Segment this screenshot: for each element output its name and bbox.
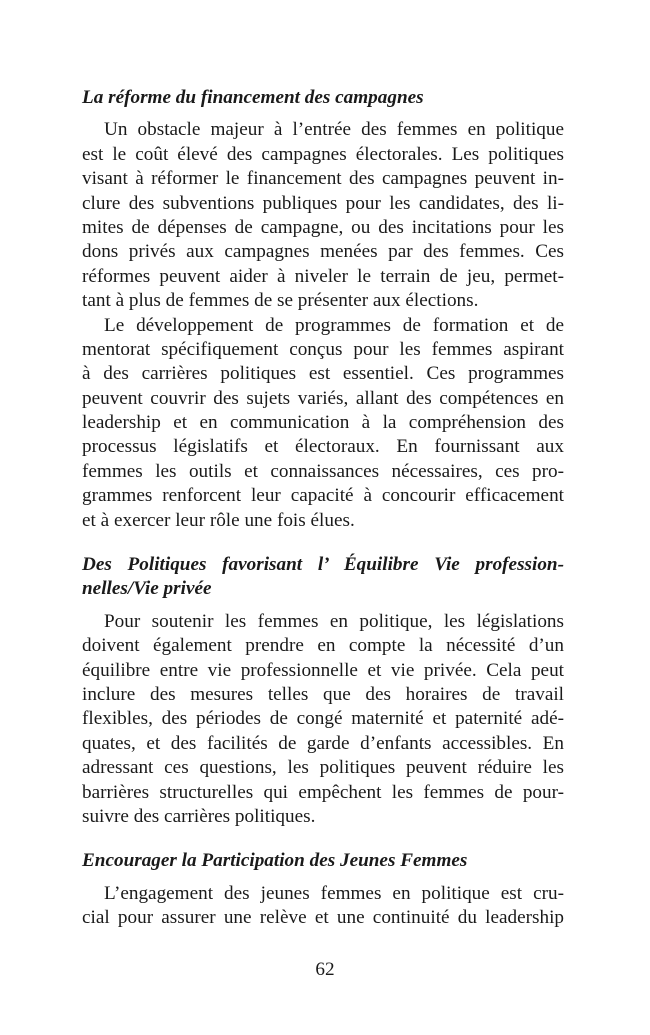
text-line: peuvent couvrir des sujets variés, allant des compétences en xyxy=(82,387,564,409)
text-line: barrières structurelles qui empêchent les femmes de pour- xyxy=(82,781,564,803)
heading-line: Encourager la Participation des Jeunes Femmes xyxy=(82,850,468,872)
text-line: est le coût élevé des campagnes électorales. Les politiques xyxy=(82,143,564,165)
text-line: cial pour assurer une relève et une continuité du leadership xyxy=(82,907,564,929)
paragraph xyxy=(82,118,564,313)
text-line: femmes les outils et connaissances nécessaires, ces pro- xyxy=(82,460,564,482)
text-line: clure des subventions publiques pour les candidates, des li- xyxy=(82,192,564,214)
text-line: tant à plus de femmes de se présenter aux élections. xyxy=(82,290,479,312)
section xyxy=(82,86,564,533)
text-line: L’engagement des jeunes femmes en politique est cru- xyxy=(104,882,564,904)
text-line: flexibles, des périodes de congé maternité et paternité adé- xyxy=(82,708,564,730)
text-line: quates, et des facilités de garde d’enfants accessibles. En xyxy=(82,732,564,754)
text-line: doivent également prendre en compte la nécessité d’un xyxy=(82,635,564,657)
section-heading xyxy=(82,553,564,602)
text-line: mites de dépenses de campagne, ou des incitations pour les xyxy=(82,216,564,238)
text-line: Un obstacle majeur à l’entrée des femmes en politique xyxy=(104,119,564,141)
page-number: 62 xyxy=(315,959,335,980)
text-line: adressant ces questions, les politiques peuvent réduire les xyxy=(82,757,564,779)
heading-line: nelles/Vie privée xyxy=(82,578,212,600)
text-line: et à exercer leur rôle une fois élues. xyxy=(82,509,355,531)
paragraph xyxy=(82,314,564,534)
text-line: Pour soutenir les femmes en politique, les législations xyxy=(104,610,564,632)
section-heading xyxy=(82,849,564,873)
paragraph xyxy=(82,882,564,931)
text-line: visant à réformer le financement des campagnes peuvent in- xyxy=(82,168,564,190)
text-line: mentorat spécifiquement conçus pour les femmes aspirant xyxy=(82,338,564,360)
text-line: Le développement de programmes de formation et de xyxy=(104,314,564,336)
text-line: grammes renforcent leur capacité à concourir efficacement xyxy=(82,485,564,507)
section-heading xyxy=(82,86,564,110)
text-line: leadership et en communication à la compréhension des xyxy=(82,412,564,434)
heading-line: La réforme du financement des campagnes xyxy=(82,87,424,108)
text-line: suivre des carrières politiques. xyxy=(82,805,316,827)
text-line: processus législatifs et électoraux. En fournissant aux xyxy=(82,436,564,458)
section xyxy=(82,849,564,930)
text-line: inclure des mesures telles que des horaires de travail xyxy=(82,683,564,705)
text-line: réformes peuvent aider à niveler le terrain de jeu, permet- xyxy=(82,265,564,287)
text-line: dons privés aux campagnes menées par des femmes. Ces xyxy=(82,241,564,263)
heading-line: Des Politiques favorisant l’ Équilibre Vie profession- xyxy=(82,554,564,576)
text-line: équilibre entre vie professionnelle et vie privée. Cela peut xyxy=(82,659,564,681)
text-line: à des carrières politiques est essentiel. Ces programmes xyxy=(82,363,564,385)
section xyxy=(82,553,564,829)
page-body xyxy=(82,86,564,931)
paragraph xyxy=(82,610,564,830)
